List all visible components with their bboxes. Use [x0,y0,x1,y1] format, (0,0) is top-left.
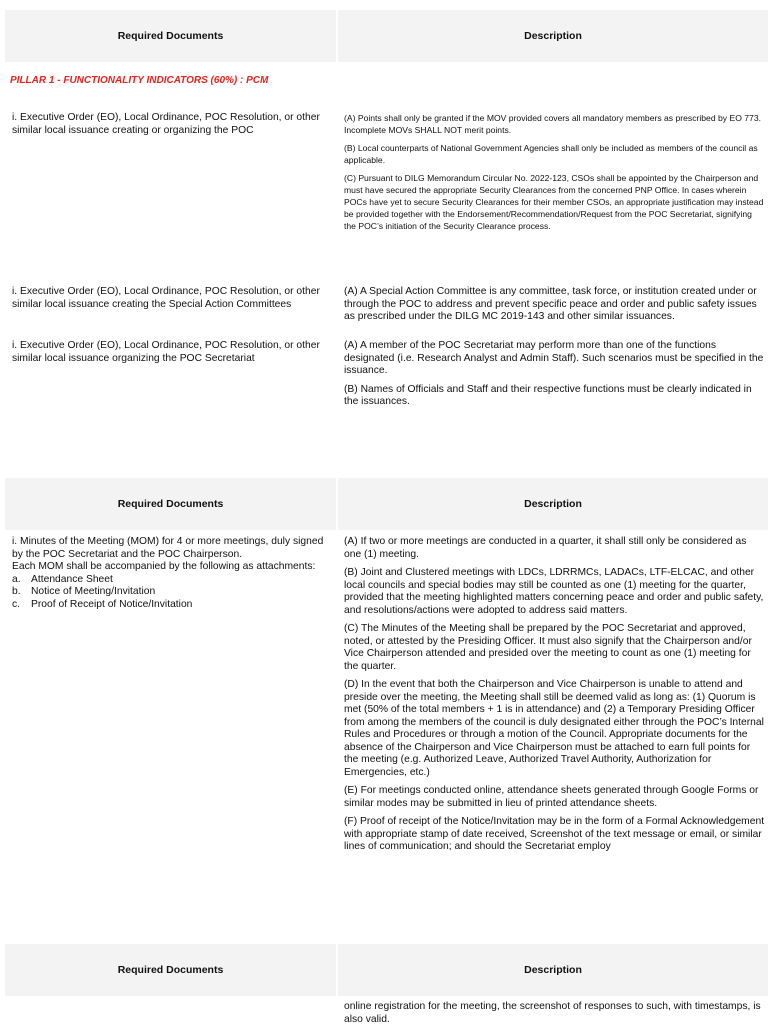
description-item: (A) A Special Action Committee is any committee, task force, or institution created under or through the POC to address and prevent specific peace and order and public safety issues as prescribed under the DILG MC 2019-143 and other similar issuances. [344,286,757,322]
description-continuation: online registration for the meeting, the screenshot of responses to such, with timestamps, is also valid. [344,1001,761,1025]
header-description: Description [338,10,768,62]
pillar-title: PILLAR 1 - FUNCTIONALITY INDICATORS (60%) : PCM [10,75,269,86]
header-description: Description [338,478,768,530]
description-item: (C) Pursuant to DILG Memorandum Circular No. 2022-123, CSOs shall be appointed by the Chairperson and must have secured the appropriate Security Clearances from the concerned PNP Office. In cases wherein POCs have yet to secure Security Clearances for their member CSOs, an appropriate justification may instead be provided together with the Endorsement/Recommendation/Request from the POC Secretariat, signifying the POC’s initiation of the Security Clearance process. [344,173,764,231]
table-header [5,478,768,530]
description-block-1 [344,112,766,238]
description-item: (D) In the event that both the Chairperson and Vice Chairperson is unable to attend and preside over the meeting, the Meeting shall still be deemed valid as long as: (1) Quorum is met (50% of the total members + 1 is in attendance) and (2) a Temporary Presiding Officer from among the members of the council is duly designated either through the POC’s Internal Rules and Procedures or through a motion of the Council. Appropriate documents for the absence of the Chairperson and Vice Chairperson must be attached to earn full points for the meeting (e.g. Authorized Leave, Authorized Travel Authority, Authorization for Emergencies, etc.) [344,679,764,778]
table-header [5,10,768,62]
required-doc-special-action-committees: i. Executive Order (EO), Local Ordinance, POC Resolution, or other similar local issuance creating the Special Action Committees [12,286,320,310]
description-item: (B) Local counterparts of National Government Agencies shall only be included as members of the council as applicable. [344,143,758,165]
description-block-3 [344,340,766,415]
required-doc-minutes-of-meeting [12,536,330,611]
list-item: c. Proof of Receipt of Notice/Invitation [12,598,193,610]
attachments-list [12,574,330,612]
description-item: (A) If two or more meetings are conducted in a quarter, it shall still only be considered as one (1) meeting. [344,536,747,560]
description-item: (B) Names of Officials and Staff and their respective functions must be clearly indicated in the issuances. [344,383,752,407]
header-required-documents: Required Documents [5,944,336,996]
header-required-documents: Required Documents [5,10,336,62]
description-item: (A) A member of the POC Secretariat may perform more than one of the functions designated (i.e. Research Analyst and Admin Staff). Such scenarios must be specified in the issuance. [344,340,764,376]
header-description: Description [338,944,768,996]
minutes-requirement: i. Minutes of the Meeting (MOM) for 4 or more meetings, duly signed by the POC Secretariat and the POC Chairperson. [12,536,324,560]
description-block-2 [344,286,766,330]
table-header [5,944,768,996]
header-required-documents: Required Documents [5,478,336,530]
list-item: a. Attendance Sheet [12,573,113,585]
attachments-intro: Each MOM shall be accompanied by the following as attachments: [12,561,316,572]
required-doc-poc-issuance: i. Executive Order (EO), Local Ordinance, POC Resolution, or other similar local issuance creating or organizing the POC [12,112,320,136]
description-item: (A) Points shall only be granted if the MOV provided covers all mandatory members as prescribed by EO 773. Incomplete MOVs SHALL NOT merit points. [344,113,761,135]
list-item: b. Notice of Meeting/Invitation [12,586,156,597]
description-block-4 [344,536,766,860]
description-item: (B) Joint and Clustered meetings with LDCs, LDRRMCs, LADACs, LTF-ELCAC, and other local councils and special bodies may still be counted as one (1) meeting for the quarter, provided that the meeting highlighted matters concerning peace and order and public safety, and resolutions/actions were adopted to address said matters. [344,567,764,616]
required-doc-poc-secretariat: i. Executive Order (EO), Local Ordinance, POC Resolution, or other similar local issuance organizing the POC Secretariat [12,340,320,364]
description-item: (C) The Minutes of the Meeting shall be prepared by the POC Secretariat and approved, noted, or attested by the Presiding Officer. It must also signify that the Chairperson and/or Vice Chairperson attended and presided over the meeting to count as one (1) meeting for the quarter. [344,623,752,672]
description-item: (F) Proof of receipt of the Notice/Invitation may be in the form of a Formal Acknowledgement with appropriate stamp of date received, Screenshot of the text message or email, or similar lines of communication; and should the Secretariat employ [344,816,765,852]
description-item: (E) For meetings conducted online, attendance sheets generated through Google Forms or similar modes may be submitted in lieu of printed attendance sheets. [344,785,759,809]
